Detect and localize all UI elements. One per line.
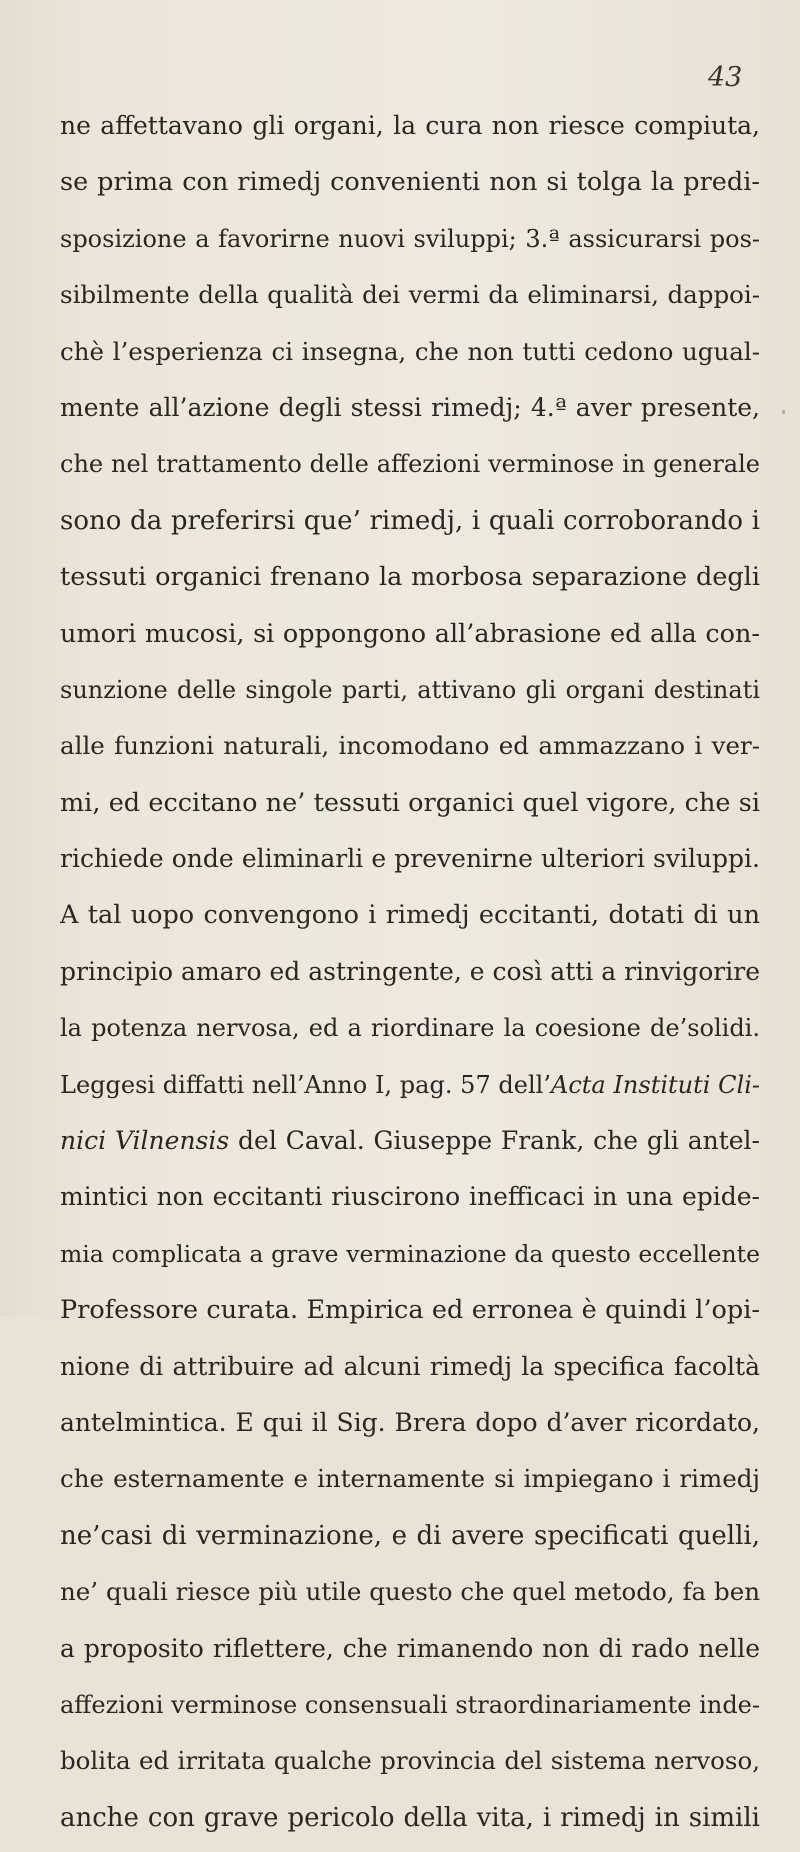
- text-segment: del Caval. Giuseppe Frank, che gli antel-: [229, 1126, 760, 1156]
- text-line: [60, 104, 760, 160]
- text-segment: mintici non eccitanti riuscirono inefficaci in una epide-: [60, 1182, 760, 1212]
- page-number: 43: [708, 62, 743, 93]
- text-line: [60, 950, 760, 1006]
- text-line: [60, 442, 760, 498]
- text-line: [60, 1683, 760, 1739]
- text-line: [60, 330, 760, 386]
- text-line: [60, 499, 760, 555]
- text-segment: Leggesi diffatti nell’Anno I, pag. 57 dell’: [60, 1070, 551, 1099]
- text-line: [60, 1796, 760, 1852]
- text-line: [60, 612, 760, 668]
- text-segment: ne affettavano gli organi, la cura non riesce compiuta,: [60, 111, 760, 140]
- text-line: [60, 893, 760, 949]
- italic-text: Acta Instituti Cli-: [550, 1070, 760, 1099]
- text-segment: sono da preferirsi que’ rimedj, i quali corroborando i: [60, 505, 760, 536]
- text-segment: chè l’esperienza ci insegna, che non tutti cedono ugual-: [60, 336, 760, 366]
- text-line: [60, 217, 760, 273]
- text-segment: mente all’azione degli stessi rimedj; 4.ª aver presente,: [60, 392, 760, 422]
- text-line: [60, 1175, 760, 1231]
- text-line: [60, 1627, 760, 1683]
- text-segment: alle funzioni naturali, incomodano ed ammazzano i ver-: [60, 731, 760, 761]
- text-segment: ne’casi di verminazione, e di avere specificati quelli,: [60, 1520, 760, 1551]
- text-line: [60, 555, 760, 611]
- text-line: [60, 724, 760, 780]
- text-line: [60, 1288, 760, 1344]
- text-line: [60, 1232, 760, 1288]
- text-line: [60, 1457, 760, 1513]
- text-line: [60, 273, 760, 329]
- text-segment: principio amaro ed astringente, e così atti a rinvigorire: [60, 956, 760, 986]
- text-line: [60, 1514, 760, 1570]
- text-line: [60, 160, 760, 216]
- text-segment: sibilmente della qualità dei vermi da eliminarsi, dappoi-: [60, 280, 760, 310]
- text-segment: nione di attribuire ad alcuni rimedj la specifica facoltà: [60, 1351, 760, 1381]
- text-segment: a proposito riflettere, che rimanendo non di rado nelle: [60, 1633, 760, 1663]
- text-line: [60, 1401, 760, 1457]
- text-segment: mi, ed eccitano ne’ tessuti organici quel vigore, che si: [60, 787, 760, 818]
- text-segment: Professore curata. Empirica ed erronea è quindi l’opi-: [60, 1295, 760, 1326]
- text-line: [60, 837, 760, 893]
- text-line: [60, 781, 760, 837]
- text-segment: che nel trattamento delle affezioni verminose in generale: [60, 450, 760, 479]
- text-segment: che esternamente e internamente si impiegano i rimedj: [60, 1464, 760, 1494]
- text-line: [60, 1006, 760, 1062]
- text-segment: antelmintica. E qui il Sig. Brera dopo d’aver ricordato,: [60, 1407, 760, 1437]
- text-segment: umori mucosi, si oppongono all’abrasione ed alla con-: [60, 618, 760, 649]
- text-line: [60, 1345, 760, 1401]
- body-text: [60, 104, 760, 1852]
- text-segment: affezioni verminose consensuali straordinariamente inde-: [60, 1690, 760, 1719]
- paper-speck: [782, 410, 785, 414]
- text-line: [60, 1739, 760, 1795]
- text-segment: sunzione delle singole parti, attivano gli organi destinati: [60, 675, 760, 704]
- text-segment: tessuti organici frenano la morbosa separazione degli: [60, 562, 760, 593]
- text-segment: anche con grave pericolo della vita, i rimedj in simili: [60, 1802, 760, 1833]
- text-segment: ne’ quali riesce più utile questo che quel metodo, fa ben: [60, 1577, 760, 1607]
- text-line: [60, 1570, 760, 1626]
- italic-text: nici Vilnensis: [60, 1126, 230, 1156]
- text-segment: richiede onde eliminarli e prevenirne ulteriori sviluppi.: [60, 844, 760, 874]
- text-segment: A tal uopo convengono i rimedj eccitanti, dotati di un: [60, 900, 760, 931]
- text-segment: mia complicata a grave verminazione da questo eccellente: [60, 1239, 760, 1268]
- text-line: [60, 1119, 760, 1175]
- text-line: [60, 386, 760, 442]
- text-line: [60, 1063, 760, 1119]
- text-segment: la potenza nervosa, ed a riordinare la coesione de’solidi.: [60, 1014, 760, 1043]
- text-segment: bolita ed irritata qualche provincia del sistema nervoso,: [60, 1746, 760, 1776]
- text-segment: se prima con rimedj convenienti non si tolga la predi-: [60, 167, 760, 198]
- text-line: [60, 668, 760, 724]
- text-segment: sposizione a favorirne nuovi sviluppi; 3.ª assicurarsi pos-: [60, 224, 760, 253]
